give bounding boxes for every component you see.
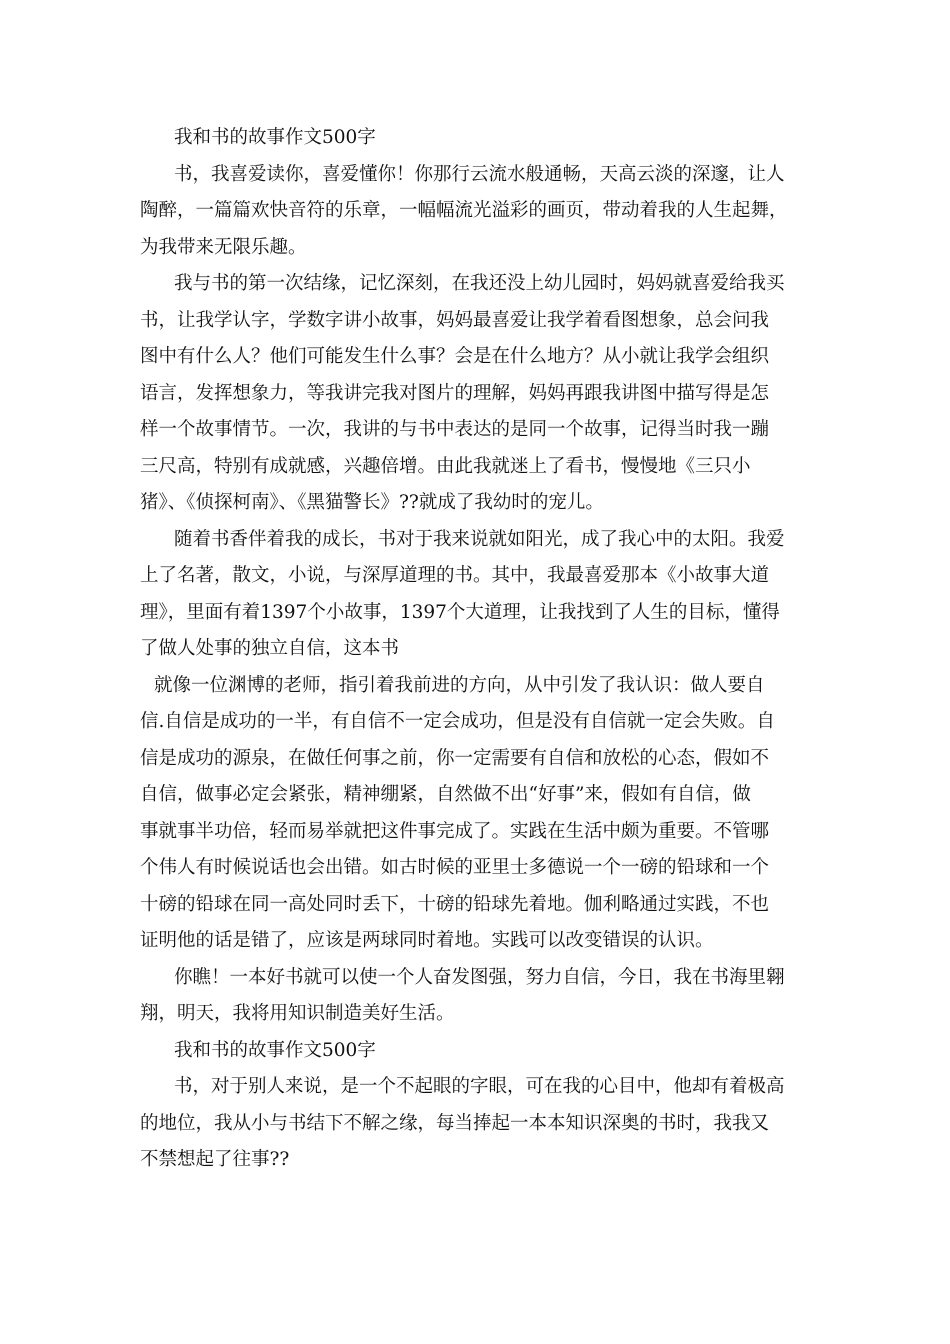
text-line: 个伟人有时候说话也会出错。如古时候的亚里士多德说一个一磅的铅球和一个 — [140, 857, 770, 878]
text-line: 我与书的第一次结缘，记忆深刻，在我还没上幼儿园时，妈妈就喜爱给我买 — [174, 273, 785, 294]
text-line: 事就事半功倍，轻而易举就把这件事完成了。实践在生活中颇为重要。不管哪 — [140, 820, 770, 842]
text-line: 不禁想起了往事?? — [140, 1149, 290, 1170]
text-line: 陶醉，一篇篇欢快音符的乐章，一幅幅流光溢彩的画页，带动着我的人生起舞， — [140, 200, 788, 221]
text-line: 的地位，我从小与书结下不解之缘，每当捧起一本本知识深奥的书时，我我又 — [140, 1112, 770, 1134]
text-line: 书，让我学认字，学数字讲小故事，妈妈最喜爱让我学着看图想象，总会问我 — [140, 309, 770, 331]
text-line: 信.自信是成功的一半，有自信不一定会成功，但是没有自信就一定会失败。自 — [140, 711, 775, 732]
text-line: 十磅的铅球在同一高处同时丢下，十磅的铅球先着地。伽利略通过实践，不也 — [140, 893, 770, 915]
text-line: 我和书的故事作文500字 — [174, 1039, 376, 1061]
text-line: 信是成功的源泉，在做任何事之前，你一定需要有自信和放松的心态，假如不 — [140, 747, 770, 769]
text-line: 猪》、《侦探柯南》、《黑猫警长》??就成了我幼时的宠儿。 — [140, 492, 604, 513]
text-line: 书，我喜爱读你，喜爱懂你！你那行云流水般通畅，天高云淡的深邃，让人 — [174, 163, 785, 185]
text-line: 上了名著，散文，小说，与深厚道理的书。其中，我最喜爱那本《小故事大道 — [140, 565, 770, 586]
text-line: 样一个故事情节。一次，我讲的与书中表达的是同一个故事，记得当时我一蹦 — [140, 419, 770, 440]
text-line: 我和书的故事作文500字 — [174, 127, 376, 148]
text-line: 三尺高，特别有成就感，兴趣倍增。由此我就迷上了看书，慢慢地《三只小 — [140, 455, 751, 477]
text-line: 图中有什么人？他们可能发生什么事？会是在什么地方？从小就让我学会组织 — [140, 346, 770, 367]
text-line: 证明他的话是错了，应该是两球同时着地。实践可以改变错误的认识。 — [140, 930, 714, 951]
text-line: 语言，发挥想象力，等我讲完我对图片的理解，妈妈再跟我讲图中描写得是怎 — [140, 382, 770, 404]
text-line: 为我带来无限乐趣。 — [140, 236, 307, 258]
text-line: 随着书香伴着我的成长，书对于我来说就如阳光，成了我心中的太阳。我爱 — [174, 528, 785, 550]
text-line: 就像一位渊博的老师，指引着我前进的方向，从中引发了我认识：做人要自 — [154, 674, 765, 696]
text-line: 你瞧！一本好书就可以使一个人奋发图强，努力自信，今日，我在书海里翱 — [174, 966, 785, 988]
text-line: 理》，里面有着1397个小故事，1397个大道理，让我找到了人生的目标，懂得 — [140, 601, 780, 623]
text-line: 书，对于别人来说，是一个不起眼的字眼，可在我的心目中，他却有着极高 — [174, 1076, 785, 1097]
text-line: 翔，明天，我将用知识制造美好生活。 — [140, 1003, 455, 1024]
text-line: 自信，做事必定会紧张，精神绷紧，自然做不出“好事”来，假如有自信，做 — [140, 784, 751, 805]
text-line: 了做人处事的独立自信，这本书 — [140, 638, 400, 659]
document-body — [140, 120, 810, 1179]
